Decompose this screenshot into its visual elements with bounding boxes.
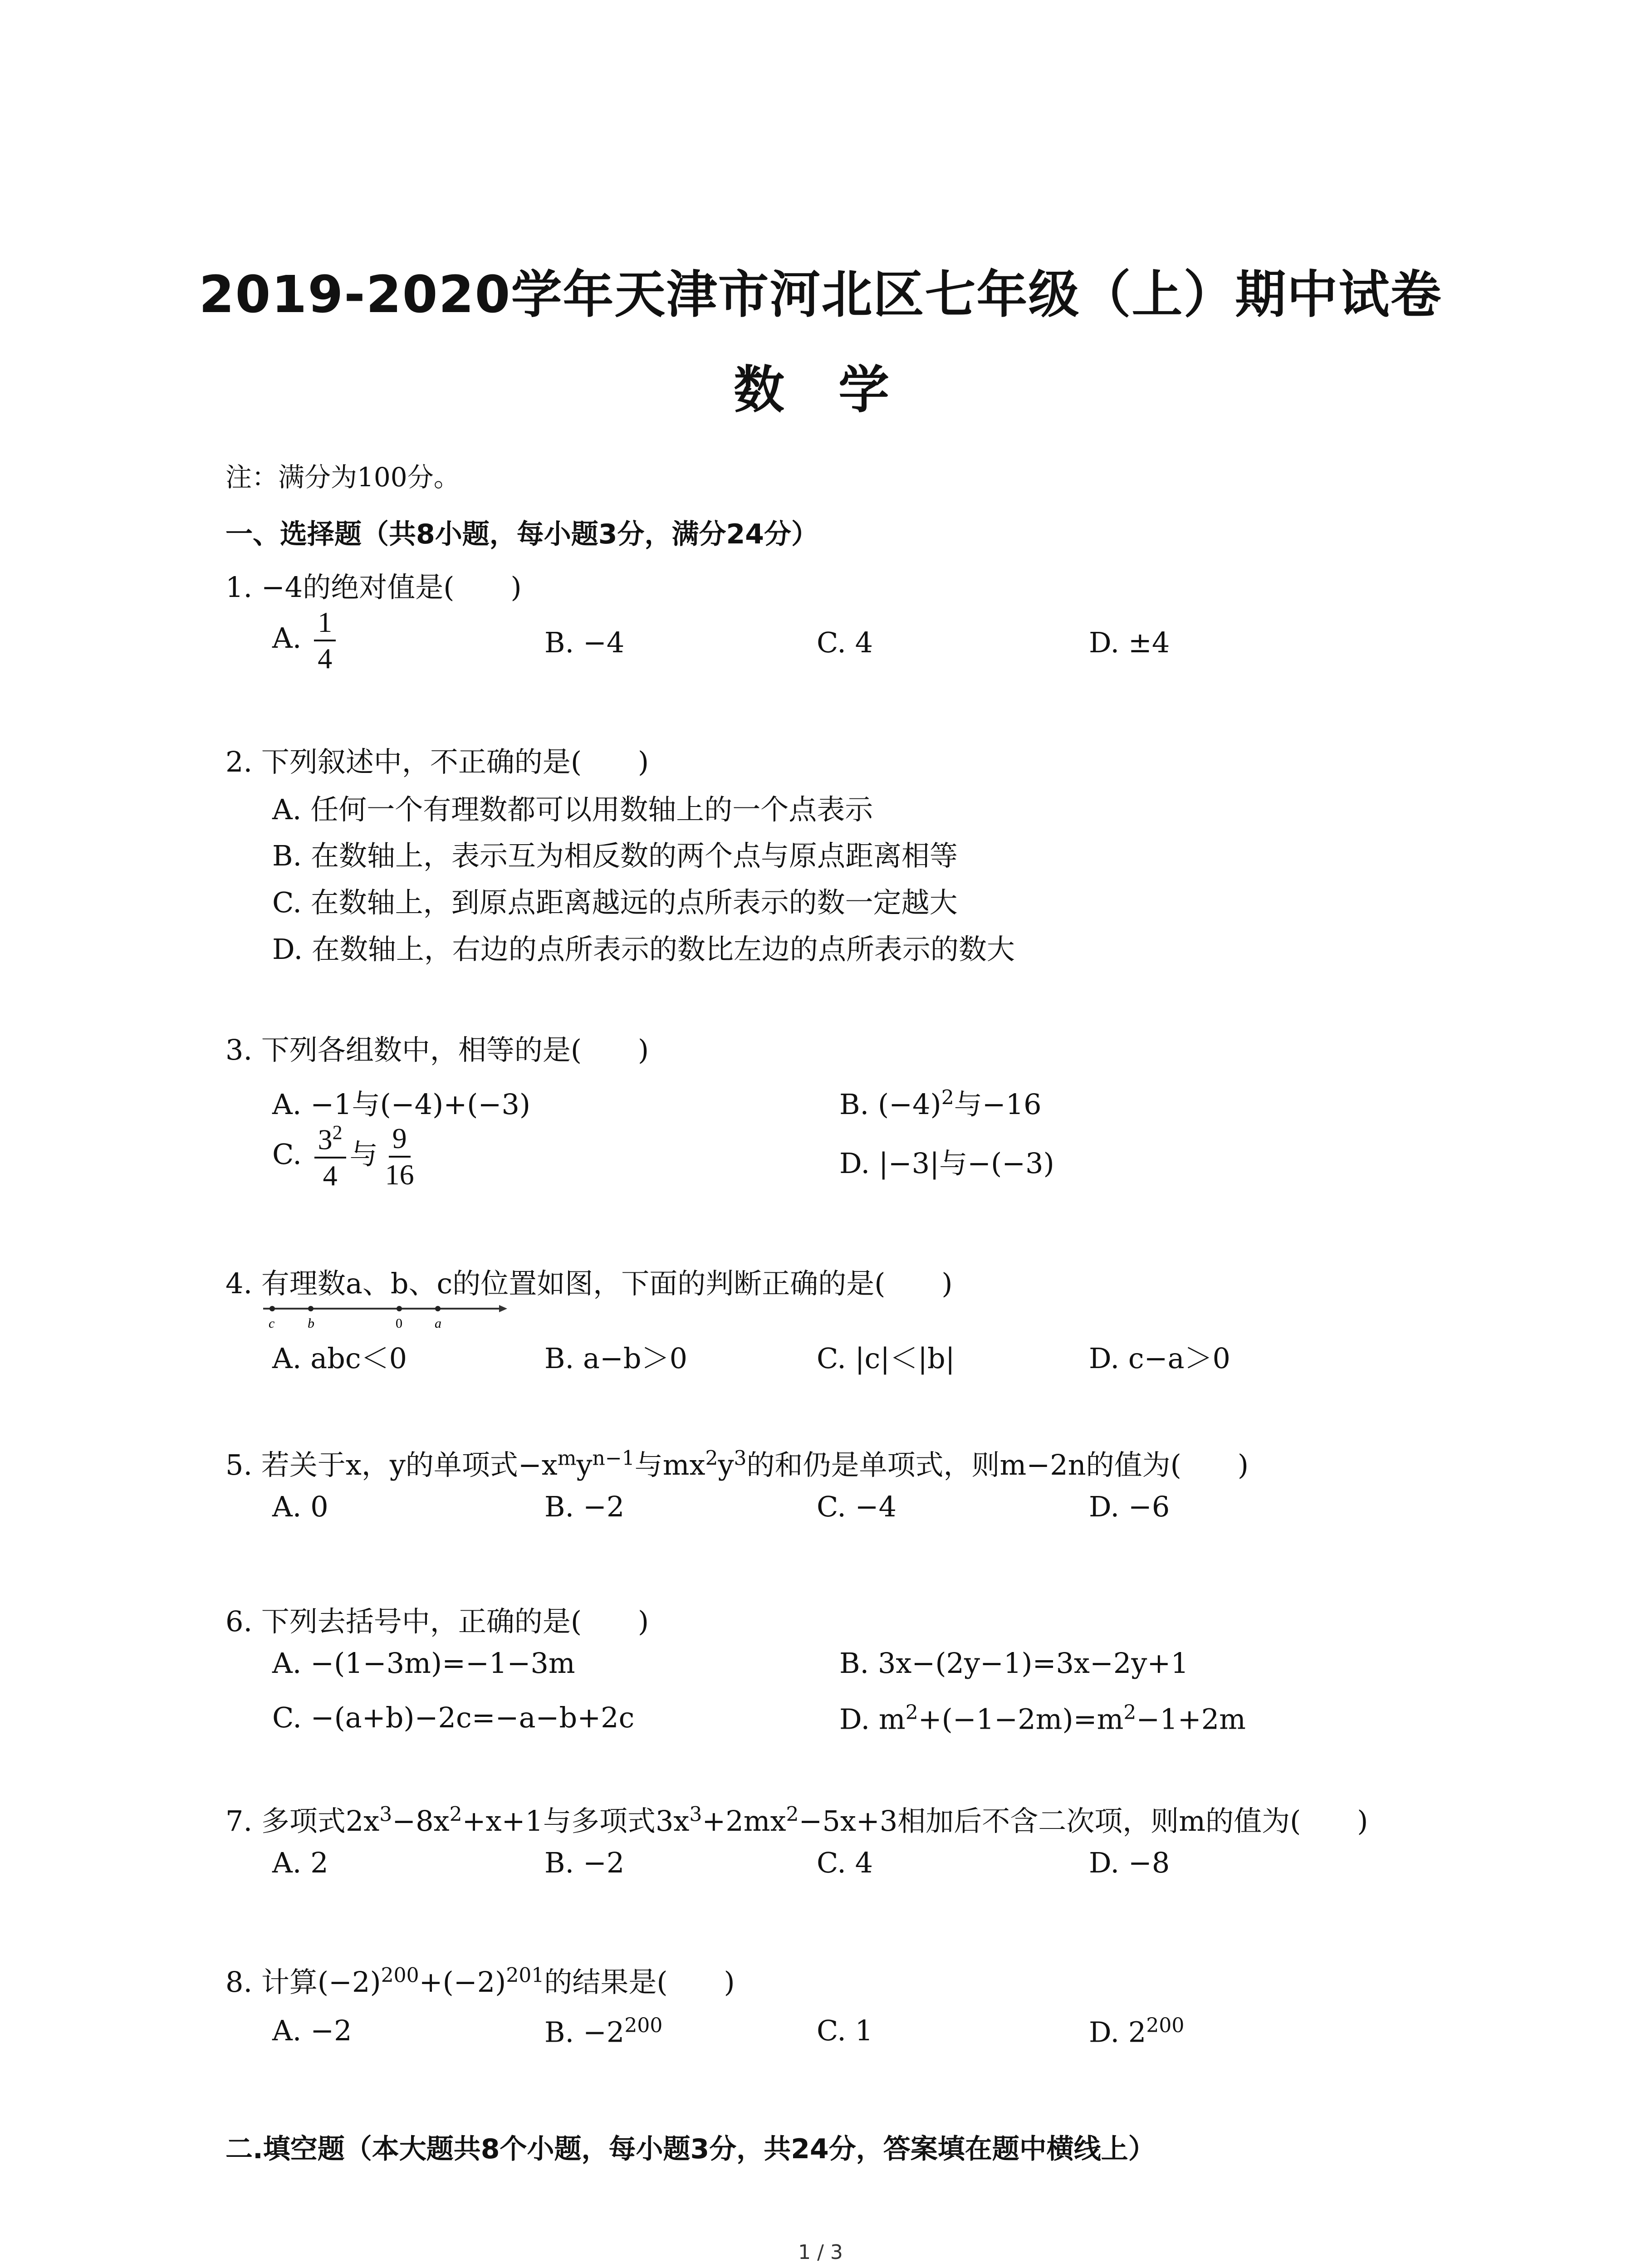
option-label: C. (272, 1137, 302, 1171)
section-heading-fill: 二.填空题（本大题共8个小题，每小题3分，共24分，答案填在题中横线上） (225, 2133, 1156, 2165)
q1-option-b: B. −4 (544, 626, 625, 659)
q7-part: 7. 多项式2x (225, 1804, 380, 1838)
denominator: 4 (323, 1159, 338, 1192)
q6-d-part: −1+2m (1136, 1702, 1246, 1736)
fraction (382, 1124, 418, 1189)
q5-exponent: 2 (705, 1447, 718, 1470)
q6-d-exponent: 2 (905, 1701, 918, 1724)
label-zero: 0 (396, 1316, 402, 1331)
q5-option-c: C. −4 (817, 1490, 897, 1523)
q8-option-b (544, 2014, 662, 2049)
q3-option-b (839, 1082, 1042, 1122)
numerator (314, 1123, 346, 1158)
q8-d-base: D. 2 (1089, 2015, 1146, 2049)
point-a (435, 1306, 441, 1311)
q7-option-a: A. 2 (272, 1846, 328, 1879)
q5-part: 的和仍是单项式，则m−2n的值为( ) (746, 1448, 1249, 1481)
numerator: 1 (314, 608, 336, 641)
question-7-stem (225, 1799, 1368, 1839)
q7-exponent: 3 (379, 1803, 392, 1826)
question-6-stem: 6. 下列去括号中，正确的是( ) (225, 1605, 649, 1638)
numerator-base: 3 (318, 1123, 333, 1156)
q5-exponent: m (557, 1447, 577, 1470)
page-number: 1 / 3 (798, 2241, 843, 2264)
q3-option-a: A. −1与(−4)+(−3) (272, 1088, 531, 1121)
q8-part: 8. 计算(−2) (225, 1965, 381, 1999)
q2-option-c: C. 在数轴上，到原点距离越远的点所表示的数一定越大 (272, 886, 958, 919)
q7-part: +2mx (702, 1804, 786, 1838)
q3-b-rest: 与−16 (954, 1088, 1042, 1121)
q8-exponent: 201 (506, 1964, 544, 1987)
q8-exponent: 200 (381, 1964, 419, 1987)
q3-b-exponent: 2 (941, 1086, 954, 1110)
q5-part: y (718, 1448, 734, 1481)
q8-b-exponent: 200 (624, 2014, 663, 2037)
q6-d-part: D. m (839, 1702, 906, 1736)
q5-part: 与mx (634, 1448, 705, 1481)
q5-part: 5. 若关于x，y的单项式−x (225, 1448, 558, 1481)
question-4-stem: 4. 有理数a、b、c的位置如图，下面的判断正确的是( ) (225, 1267, 953, 1300)
option-label: A. (272, 621, 302, 655)
q4-option-b: B. a−b＞0 (544, 1342, 688, 1375)
q4-option-d: D. c−a＞0 (1089, 1342, 1230, 1375)
q7-exponent: 2 (449, 1803, 462, 1826)
q6-option-c: C. −(a+b)−2c=−a−b+2c (272, 1701, 635, 1734)
q4-option-a: A. abc＜0 (272, 1342, 407, 1375)
q7-part: +x+1与多项式3x (462, 1804, 690, 1838)
q7-exponent: 2 (786, 1803, 799, 1826)
page-title: 2019-2020学年天津市河北区七年级（上）期中试卷 (199, 265, 1442, 324)
q1-option-a (272, 608, 339, 673)
q6-d-part: +(−1−2m)=m (918, 1702, 1124, 1736)
question-1-stem: 1. −4的绝对值是( ) (225, 571, 522, 604)
q3-option-d: D. |−3|与−(−3) (839, 1147, 1054, 1180)
section-heading-choice: 一、选择题（共8小题，每小题3分，满分24分） (225, 518, 818, 550)
q8-b-base: B. −2 (544, 2015, 625, 2049)
q5-part: y (576, 1448, 593, 1481)
question-5-stem (225, 1442, 1249, 1483)
denominator: 16 (385, 1158, 414, 1191)
q3-c-connector: 与 (349, 1137, 378, 1171)
fraction (314, 608, 336, 673)
q8-option-a: A. −2 (272, 2014, 352, 2047)
q7-part: −5x+3相加后不含二次项，则m的值为( ) (798, 1804, 1368, 1838)
q4-option-c: C. |c|＜|b| (817, 1342, 955, 1375)
label-b: b (308, 1316, 314, 1331)
numerator-exponent: 2 (332, 1121, 343, 1144)
q1-option-c: C. 4 (817, 626, 873, 659)
q7-option-c: C. 4 (817, 1846, 873, 1879)
q5-exponent: n−1 (592, 1447, 635, 1470)
q6-option-d (839, 1701, 1246, 1736)
q8-part: 的结果是( ) (544, 1965, 735, 1999)
number-line-figure (263, 1295, 508, 1331)
question-2-stem: 2. 下列叙述中，不正确的是( ) (225, 745, 649, 778)
q7-exponent: 3 (689, 1803, 702, 1826)
q3-option-c (272, 1123, 421, 1190)
q8-option-c: C. 1 (817, 2014, 873, 2047)
q5-option-d: D. −6 (1089, 1490, 1170, 1523)
question-8-stem (225, 1960, 735, 2000)
denominator: 4 (318, 642, 333, 675)
numerator: 9 (389, 1124, 411, 1158)
q7-part: −8x (392, 1804, 450, 1838)
q3-b-base: B. (−4) (839, 1088, 941, 1121)
question-3-stem: 3. 下列各组数中，相等的是( ) (225, 1033, 649, 1066)
q1-option-d: D. ±4 (1089, 626, 1170, 659)
label-c: c (269, 1316, 275, 1331)
q5-option-b: B. −2 (544, 1490, 625, 1523)
q7-option-d: D. −8 (1089, 1846, 1170, 1879)
label-a: a (435, 1316, 441, 1331)
q2-option-d: D. 在数轴上，右边的点所表示的数比左边的点所表示的数大 (272, 933, 1015, 966)
point-zero (397, 1306, 402, 1311)
point-c (269, 1306, 275, 1311)
q6-d-exponent: 2 (1123, 1701, 1136, 1724)
subject-title: 数 学 (734, 361, 907, 420)
q6-option-b: B. 3x−(2y−1)=3x−2y+1 (839, 1647, 1189, 1680)
q5-exponent: 3 (734, 1447, 747, 1470)
q7-option-b: B. −2 (544, 1846, 625, 1879)
point-b (308, 1306, 314, 1311)
fraction (314, 1123, 346, 1190)
q8-option-d (1089, 2014, 1184, 2049)
q5-option-a: A. 0 (272, 1490, 328, 1523)
q2-option-a: A. 任何一个有理数都可以用数轴上的一个点表示 (272, 793, 873, 826)
q8-part: +(−2) (419, 1965, 506, 1999)
score-note: 注：满分为100分。 (225, 462, 460, 493)
number-line-arrow (499, 1305, 507, 1312)
q8-d-exponent: 200 (1146, 2014, 1185, 2037)
q6-option-a: A. −(1−3m)=−1−3m (272, 1647, 575, 1680)
q2-option-b: B. 在数轴上，表示互为相反数的两个点与原点距离相等 (272, 839, 958, 872)
